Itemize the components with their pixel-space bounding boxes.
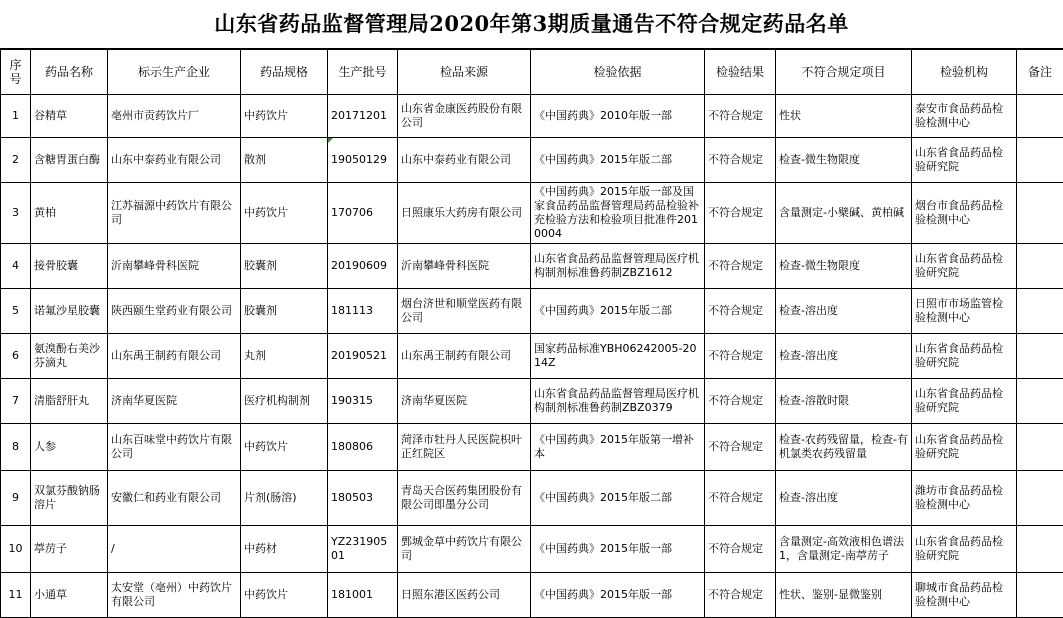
cell-lab: 聊城市食品药品检验检测中心 xyxy=(912,573,1017,618)
cell-result: 不符合规定 xyxy=(705,244,776,289)
col-header-no: 序号 xyxy=(1,50,31,95)
cell-item: 性状 xyxy=(776,95,912,138)
cell-basis: 《中国药典》2010年版一部 xyxy=(531,95,705,138)
cell-batch: 181001 xyxy=(328,573,398,618)
cell-item: 检查-溶出度 xyxy=(776,471,912,526)
cell-no: 2 xyxy=(1,138,31,183)
cell-note xyxy=(1017,334,1063,379)
cell-batch: 20190609 xyxy=(328,244,398,289)
cell-batch: YZ23190501 xyxy=(328,526,398,573)
cell-note xyxy=(1017,289,1063,334)
col-header-result: 检验结果 xyxy=(705,50,776,95)
cell-basis: 国家药品标准YBH06242005-2014Z xyxy=(531,334,705,379)
col-header-batch: 生产批号 xyxy=(328,50,398,95)
cell-batch: 180503 xyxy=(328,471,398,526)
cell-basis: 《中国药典》2015年版一部及国家食品药品监督管理局药品检验补充检验方法和检验项目批准件2010004 xyxy=(531,183,705,244)
col-header-item: 不符合规定项目 xyxy=(776,50,912,95)
table-row xyxy=(1,526,1063,573)
cell-no: 3 xyxy=(1,183,31,244)
cell-spec: 医疗机构制剂 xyxy=(241,379,328,424)
cell-result: 不符合规定 xyxy=(705,183,776,244)
table-row xyxy=(1,334,1063,379)
header-row xyxy=(1,50,1063,95)
cell-lab: 山东省食品药品检验研究院 xyxy=(912,424,1017,471)
cell-no: 10 xyxy=(1,526,31,573)
cell-no: 11 xyxy=(1,573,31,618)
cell-batch: 170706 xyxy=(328,183,398,244)
cell-spec: 片剂(肠溶) xyxy=(241,471,328,526)
cell-item: 检查-农药残留量，检查-有机氯类农药残留量 xyxy=(776,424,912,471)
cell-result: 不符合规定 xyxy=(705,95,776,138)
cell-no: 1 xyxy=(1,95,31,138)
cell-basis: 山东省食品药品监督管理局医疗机构制剂标准鲁药制ZBZ1612 xyxy=(531,244,705,289)
cell-item: 性状、鉴别-显微鉴别 xyxy=(776,573,912,618)
cell-batch: 181113 xyxy=(328,289,398,334)
col-header-basis: 检验依据 xyxy=(531,50,705,95)
table-row xyxy=(1,573,1063,618)
col-header-lab: 检验机构 xyxy=(912,50,1017,95)
cell-batch: 20171201 xyxy=(328,95,398,138)
cell-no: 6 xyxy=(1,334,31,379)
cell-source: 山东禹王制药有限公司 xyxy=(398,334,531,379)
cell-result: 不符合规定 xyxy=(705,424,776,471)
cell-basis: 《中国药典》2015年版二部 xyxy=(531,138,705,183)
cell-maker: 沂南攀峰骨科医院 xyxy=(108,244,241,289)
cell-spec: 胶囊剂 xyxy=(241,244,328,289)
cell-batch: 190315 xyxy=(328,379,398,424)
cell-spec: 中药饮片 xyxy=(241,573,328,618)
cell-item: 检查-溶散时限 xyxy=(776,379,912,424)
cell-result: 不符合规定 xyxy=(705,334,776,379)
cell-no: 7 xyxy=(1,379,31,424)
cell-note xyxy=(1017,471,1063,526)
cell-result: 不符合规定 xyxy=(705,526,776,573)
cell-name: 葶苈子 xyxy=(31,526,108,573)
cell-note xyxy=(1017,183,1063,244)
cell-name: 氨溴酚右美沙芬滴丸 xyxy=(31,334,108,379)
cell-basis: 山东省食品药品监督管理局医疗机构制剂标准鲁药制ZBZ0379 xyxy=(531,379,705,424)
cell-basis: 《中国药典》2015年版二部 xyxy=(531,289,705,334)
cell-maker: 亳州市贡药饮片厂 xyxy=(108,95,241,138)
col-header-source: 检品来源 xyxy=(398,50,531,95)
page-title: 山东省药品监督管理局2020年第3期质量通告不符合规定药品名单 xyxy=(0,0,1063,49)
cell-lab: 烟台市食品药品检验检测中心 xyxy=(912,183,1017,244)
table-row xyxy=(1,138,1063,183)
cell-spec: 中药材 xyxy=(241,526,328,573)
cell-no: 5 xyxy=(1,289,31,334)
cell-no: 4 xyxy=(1,244,31,289)
cell-source: 日照东港区医药公司 xyxy=(398,573,531,618)
cell-note xyxy=(1017,379,1063,424)
cell-note xyxy=(1017,424,1063,471)
cell-spec: 散剂 xyxy=(241,138,328,183)
cell-name: 接骨胶囊 xyxy=(31,244,108,289)
cell-item: 含量测定-小檗碱、黄柏碱 xyxy=(776,183,912,244)
cell-source: 济南华夏医院 xyxy=(398,379,531,424)
table-row xyxy=(1,95,1063,138)
cell-basis: 《中国药典》2015年版一部 xyxy=(531,526,705,573)
cell-maker: 济南华夏医院 xyxy=(108,379,241,424)
cell-lab: 山东省食品药品检验研究院 xyxy=(912,379,1017,424)
cell-name: 双氯芬酸钠肠溶片 xyxy=(31,471,108,526)
cell-source: 菏泽市牡丹人民医院枳叶正红院区 xyxy=(398,424,531,471)
table-row xyxy=(1,289,1063,334)
cell-spec: 中药饮片 xyxy=(241,183,328,244)
table-row xyxy=(1,183,1063,244)
cell-spec: 丸剂 xyxy=(241,334,328,379)
table-row xyxy=(1,424,1063,471)
cell-source: 沂南攀峰骨科医院 xyxy=(398,244,531,289)
cell-lab: 山东省食品药品检验研究院 xyxy=(912,138,1017,183)
cell-maker: 山东中泰药业有限公司 xyxy=(108,138,241,183)
cell-name: 谷精草 xyxy=(31,95,108,138)
cell-no: 8 xyxy=(1,424,31,471)
cell-lab: 山东省食品药品检验研究院 xyxy=(912,526,1017,573)
cell-note xyxy=(1017,573,1063,618)
cell-maker: 太安堂（亳州）中药饮片有限公司 xyxy=(108,573,241,618)
cell-lab: 日照市市场监管检验检测中心 xyxy=(912,289,1017,334)
cell-name: 黄柏 xyxy=(31,183,108,244)
cell-maker: 山东禹王制药有限公司 xyxy=(108,334,241,379)
cell-result: 不符合规定 xyxy=(705,138,776,183)
cell-name: 清脂舒肝丸 xyxy=(31,379,108,424)
cell-note xyxy=(1017,95,1063,138)
cell-result: 不符合规定 xyxy=(705,471,776,526)
cell-maker: / xyxy=(108,526,241,573)
cell-name: 含糖胃蛋白酶 xyxy=(31,138,108,183)
cell-item: 检查-溶出度 xyxy=(776,334,912,379)
cell-maker: 安徽仁和药业有限公司 xyxy=(108,471,241,526)
cell-spec: 中药饮片 xyxy=(241,95,328,138)
comment-marker-icon xyxy=(328,138,333,143)
cell-batch xyxy=(328,138,398,183)
cell-source: 山东省金康医药股份有限公司 xyxy=(398,95,531,138)
table-row xyxy=(1,471,1063,526)
cell-basis: 《中国药典》2015年版一部 xyxy=(531,573,705,618)
cell-result: 不符合规定 xyxy=(705,289,776,334)
cell-item: 含量测定-高效液相色谱法1，含量测定-南葶苈子 xyxy=(776,526,912,573)
cell-batch: 20190521 xyxy=(328,334,398,379)
cell-lab: 山东省食品药品检验研究院 xyxy=(912,244,1017,289)
cell-source: 山东中泰药业有限公司 xyxy=(398,138,531,183)
col-header-note: 备注 xyxy=(1017,50,1063,95)
cell-item: 检查-微生物限度 xyxy=(776,244,912,289)
cell-note xyxy=(1017,244,1063,289)
table-row xyxy=(1,379,1063,424)
cell-name: 小通草 xyxy=(31,573,108,618)
cell-batch: 180806 xyxy=(328,424,398,471)
table-row xyxy=(1,244,1063,289)
cell-note xyxy=(1017,526,1063,573)
cell-maker: 山东百味堂中药饮片有限公司 xyxy=(108,424,241,471)
cell-source: 青岛天合医药集团股份有限公司即墨分公司 xyxy=(398,471,531,526)
col-header-name: 药品名称 xyxy=(31,50,108,95)
cell-name: 诺氟沙星胶囊 xyxy=(31,289,108,334)
cell-lab: 山东省食品药品检验研究院 xyxy=(912,334,1017,379)
drug-table xyxy=(0,49,1063,618)
cell-maker: 江苏福源中药饮片有限公司 xyxy=(108,183,241,244)
col-header-maker: 标示生产企业 xyxy=(108,50,241,95)
cell-source: 鄄城金草中药饮片有限公司 xyxy=(398,526,531,573)
cell-note xyxy=(1017,138,1063,183)
cell-no: 9 xyxy=(1,471,31,526)
cell-maker: 陕西颐生堂药业有限公司 xyxy=(108,289,241,334)
cell-result: 不符合规定 xyxy=(705,573,776,618)
cell-result: 不符合规定 xyxy=(705,379,776,424)
cell-lab: 潍坊市食品药品检验检测中心 xyxy=(912,471,1017,526)
cell-spec: 中药饮片 xyxy=(241,424,328,471)
cell-lab: 泰安市食品药品检验检测中心 xyxy=(912,95,1017,138)
cell-item: 检查-微生物限度 xyxy=(776,138,912,183)
cell-source: 日照康乐大药房有限公司 xyxy=(398,183,531,244)
cell-basis: 《中国药典》2015年版二部 xyxy=(531,471,705,526)
cell-name: 人参 xyxy=(31,424,108,471)
cell-source: 烟台济世和顺堂医药有限公司 xyxy=(398,289,531,334)
cell-spec: 胶囊剂 xyxy=(241,289,328,334)
col-header-spec: 药品规格 xyxy=(241,50,328,95)
cell-batch-text: 19050129 xyxy=(331,153,387,166)
cell-basis: 《中国药典》2015年版第一增补本 xyxy=(531,424,705,471)
cell-item: 检查-溶出度 xyxy=(776,289,912,334)
